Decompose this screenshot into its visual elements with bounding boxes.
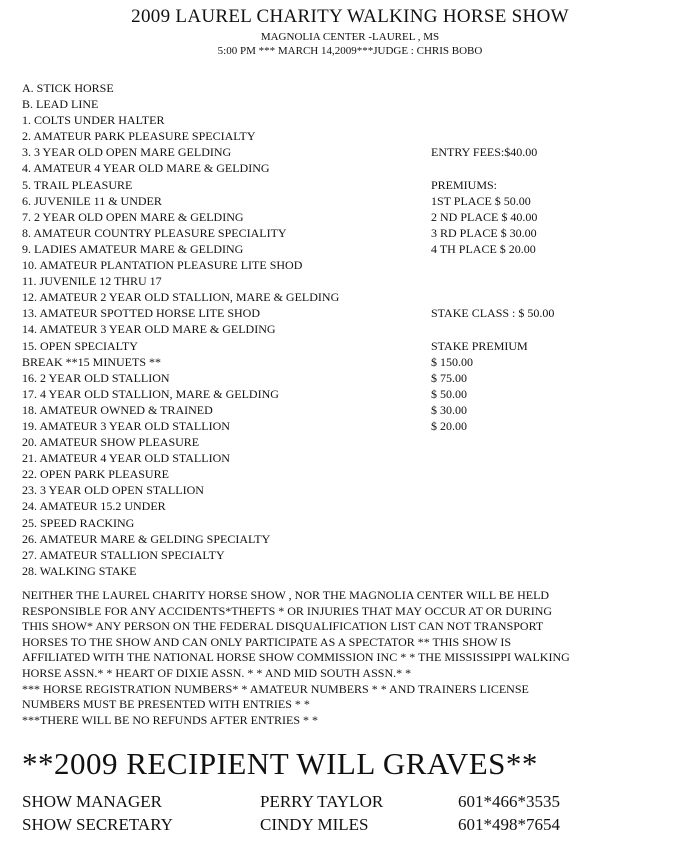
class-item: 13. AMATEUR SPOTTED HORSE LITE SHOD	[22, 306, 261, 321]
staff-name: CINDY MILES	[260, 815, 369, 834]
premiums-block	[431, 177, 537, 257]
class-item: 21. AMATEUR 4 YEAR OLD STALLION	[22, 451, 230, 466]
page-title: 2009 LAUREL CHARITY WALKING HORSE SHOW	[131, 6, 569, 27]
staff-role: SHOW SECRETARY	[22, 815, 173, 834]
disclaimer-line: RESPONSIBLE FOR ANY ACCIDENTS*THEFTS * OR INJURIES THAT MAY OCCUR AT OR DURING	[22, 603, 553, 618]
class-list	[22, 80, 339, 579]
class-item: 7. 2 YEAR OLD OPEN MARE & GELDING	[22, 209, 244, 224]
class-item: 19. AMATEUR 3 YEAR OLD STALLION	[22, 418, 230, 433]
class-item: 12. AMATEUR 2 YEAR OLD STALLION, MARE & GELDING	[22, 290, 340, 305]
disclaimer-line: HORSE ASSN.* * HEART OF DIXIE ASSN. * * AND MID SOUTH ASSN.* *	[22, 665, 412, 680]
class-item: 6. JUVENILE 11 & UNDER	[22, 193, 162, 208]
class-item: 10. AMATEUR PLANTATION PLEASURE LITE SHOD	[22, 258, 303, 273]
class-item: 17. 4 YEAR OLD STALLION, MARE & GELDING	[22, 386, 279, 401]
disclaimer-line: *** HORSE REGISTRATION NUMBERS* * AMATEUR NUMBERS * * AND TRAINERS LICENSE	[22, 681, 529, 696]
break-line: BREAK **15 MINUETS **	[22, 354, 162, 369]
staff-name: PERRY TAYLOR	[260, 792, 384, 811]
stake-premium-item: $ 50.00	[431, 386, 467, 401]
stake-premium-item: $ 20.00	[431, 419, 467, 434]
class-item: 14. AMATEUR 3 YEAR OLD MARE & GELDING	[22, 322, 276, 337]
class-item: 25. SPEED RACKING	[22, 515, 135, 530]
stake-premium-item: $ 75.00	[431, 370, 467, 385]
stake-class-block	[431, 305, 554, 321]
disclaimer-line: NEITHER THE LAUREL CHARITY HORSE SHOW , NOR THE MAGNOLIA CENTER WILL BE HELD	[22, 588, 550, 602]
class-item: 2. AMATEUR PARK PLEASURE SPECIALTY	[22, 129, 256, 144]
class-item: 9. LADIES AMATEUR MARE & GELDING	[22, 241, 244, 256]
class-item: 16. 2 YEAR OLD STALLION	[22, 370, 170, 385]
class-item: 5. TRAIL PLEASURE	[22, 177, 133, 192]
class-item: 4. AMATEUR 4 YEAR OLD MARE & GELDING	[22, 161, 270, 176]
class-item: 26. AMATEUR MARE & GELDING SPECIALTY	[22, 531, 271, 546]
premiums-label: PREMIUMS:	[431, 177, 498, 192]
class-item: 18. AMATEUR OWNED & TRAINED	[22, 402, 213, 417]
class-item: 28. WALKING STAKE	[22, 563, 137, 578]
staff-phone: 601*498*7654	[458, 815, 560, 834]
class-item: 23. 3 YEAR OLD OPEN STALLION	[22, 483, 204, 498]
disclaimer-line: ***THERE WILL BE NO REFUNDS AFTER ENTRIES * *	[22, 712, 318, 727]
class-item: 27. AMATEUR STALLION SPECIALTY	[22, 547, 225, 562]
class-item: 24. AMATEUR 15.2 UNDER	[22, 499, 166, 514]
entry-fees-block	[431, 144, 537, 160]
stake-premium-block	[431, 338, 528, 435]
class-item: 22. OPEN PARK PLEASURE	[22, 467, 169, 482]
recipient-banner: **2009 RECIPIENT WILL GRAVES**	[22, 746, 538, 781]
entry-fees: ENTRY FEES:$40.00	[431, 145, 538, 160]
stake-premium-item: $ 30.00	[431, 402, 467, 417]
disclaimer-line: AFFILIATED WITH THE NATIONAL HORSE SHOW COMMISSION INC * * THE MISSISSIPPI WALKING	[22, 650, 570, 665]
class-item: 11. JUVENILE 12 THRU 17	[22, 274, 162, 289]
disclaimer	[22, 588, 692, 728]
class-item: B. LEAD LINE	[22, 97, 99, 112]
class-item: 3. 3 YEAR OLD OPEN MARE GELDING	[22, 145, 232, 160]
stake-class: STAKE CLASS : $ 50.00	[431, 306, 555, 321]
class-item: A. STICK HORSE	[22, 81, 114, 95]
event-details-line: 5:00 PM *** MARCH 14,2009***JUDGE : CHRIS BOBO	[217, 45, 483, 57]
disclaimer-line: NUMBERS MUST BE PRESENTED WITH ENTRIES * *	[22, 697, 310, 712]
premium-item: 1ST PLACE $ 50.00	[431, 193, 531, 208]
staff-phone: 601*466*3535	[458, 792, 560, 811]
stake-premium-item: $ 150.00	[431, 354, 473, 369]
class-item: 20. AMATEUR SHOW PLEASURE	[22, 435, 200, 450]
class-item: 15. OPEN SPECIALTY	[22, 338, 138, 353]
class-item: 1. COLTS UNDER HALTER	[22, 113, 165, 128]
class-item: 8. AMATEUR COUNTRY PLEASURE SPECIALITY	[22, 225, 287, 240]
premium-item: 4 TH PLACE $ 20.00	[431, 241, 536, 256]
disclaimer-line: THIS SHOW* ANY PERSON ON THE FEDERAL DISQUALIFICATION LIST CAN NOT TRANSPORT	[22, 619, 544, 634]
location-line: MAGNOLIA CENTER -LAUREL , MS	[260, 31, 440, 43]
premium-item: 2 ND PLACE $ 40.00	[431, 209, 538, 224]
stake-premium-label: STAKE PREMIUM	[431, 338, 528, 353]
disclaimer-line: HORSES TO THE SHOW AND CAN ONLY PARTICIPATE AS A SPECTATOR ** THIS SHOW IS	[22, 634, 511, 649]
premium-item: 3 RD PLACE $ 30.00	[431, 225, 537, 240]
staff-role: SHOW MANAGER	[22, 792, 162, 811]
